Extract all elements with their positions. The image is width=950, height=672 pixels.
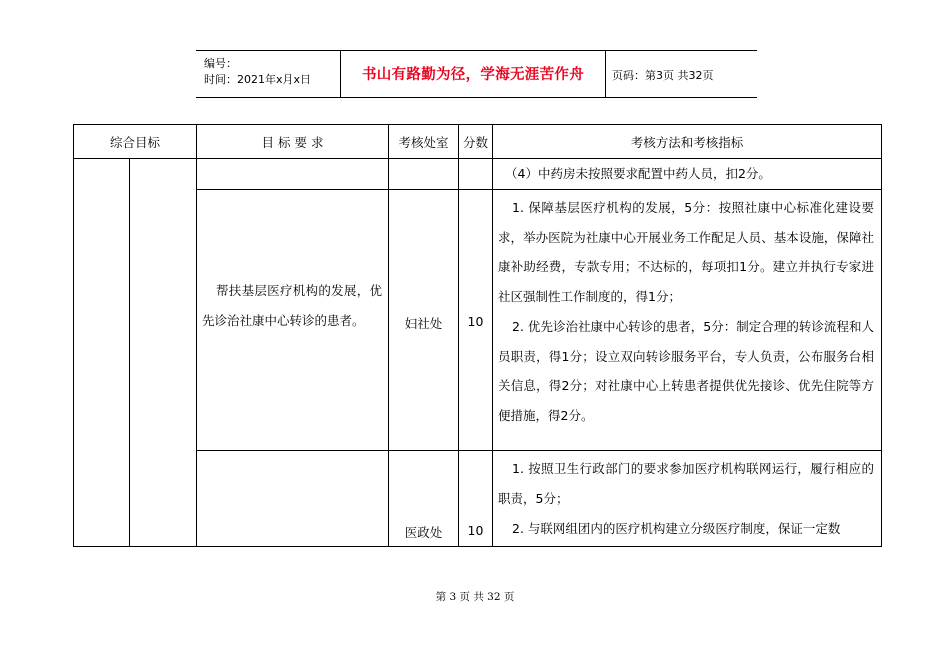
department-text: 医政处 — [404, 525, 443, 540]
column-header-department: 考核处室 — [398, 135, 449, 150]
header-top-rule — [196, 50, 757, 51]
requirement-text: 帮扶基层医疗机构的发展，优先诊治社康中心转诊的患者。 — [202, 283, 382, 328]
header-bottom-rule — [196, 97, 757, 98]
header-motto: 书山有路勤为径，学海无涯苦作舟 — [362, 67, 584, 83]
column-header-overall-goal: 综合目标 — [109, 135, 160, 150]
method-text: （4）中药房未按照要求配置中药人员，扣2分。 — [505, 166, 771, 181]
column-header-method: 考核方法和考核指标 — [630, 135, 744, 150]
method-text: 1. 按照卫生行政部门的要求参加医疗机构联网运行，履行相应的职责，5分； — [498, 461, 874, 506]
header-meta — [204, 56, 311, 88]
header-page-info: 页码：第3页 共32页 — [612, 69, 714, 82]
method-text: 1. 保障基层医疗机构的发展，5分：按照社康中心标准化建设要求，举办医院为社康中心开展业务工作配足人员、基本设施，保障社康补助经费，专款专用；不达标的，每项扣1分。建立并执行专家进社区强制性工作制度的，得1分； — [498, 200, 874, 304]
method-text: 2. 与联网组团内的医疗机构建立分级医疗制度，保证一定数 — [512, 521, 841, 536]
column-header-requirement: 目 标 要 求 — [261, 135, 324, 150]
document-number-label: 编号： — [204, 57, 237, 70]
document-time: 时间：2021年x月x日 — [204, 73, 312, 86]
column-header-score: 分数 — [462, 135, 488, 150]
department-text: 妇社处 — [404, 316, 443, 331]
page-footer: 第 3 页 共 32 页 — [435, 591, 515, 603]
header-divider — [605, 50, 606, 98]
score-text: 10 — [467, 314, 484, 329]
method-text: 2. 优先诊治社康中心转诊的患者，5分：制定合理的转诊流程和人员职责，得1分；设立双向转诊服务平台，专人负责，公布服务台相关信息，得2分；对社康中心上转患者提供优先接诊、优先住院等方便措施，得2分。 — [498, 319, 874, 423]
header-divider — [340, 50, 341, 98]
column-rule — [129, 159, 130, 547]
row-rule — [196, 450, 881, 451]
score-text: 10 — [467, 523, 484, 538]
row-rule — [196, 189, 881, 190]
assessment-table — [73, 124, 882, 547]
